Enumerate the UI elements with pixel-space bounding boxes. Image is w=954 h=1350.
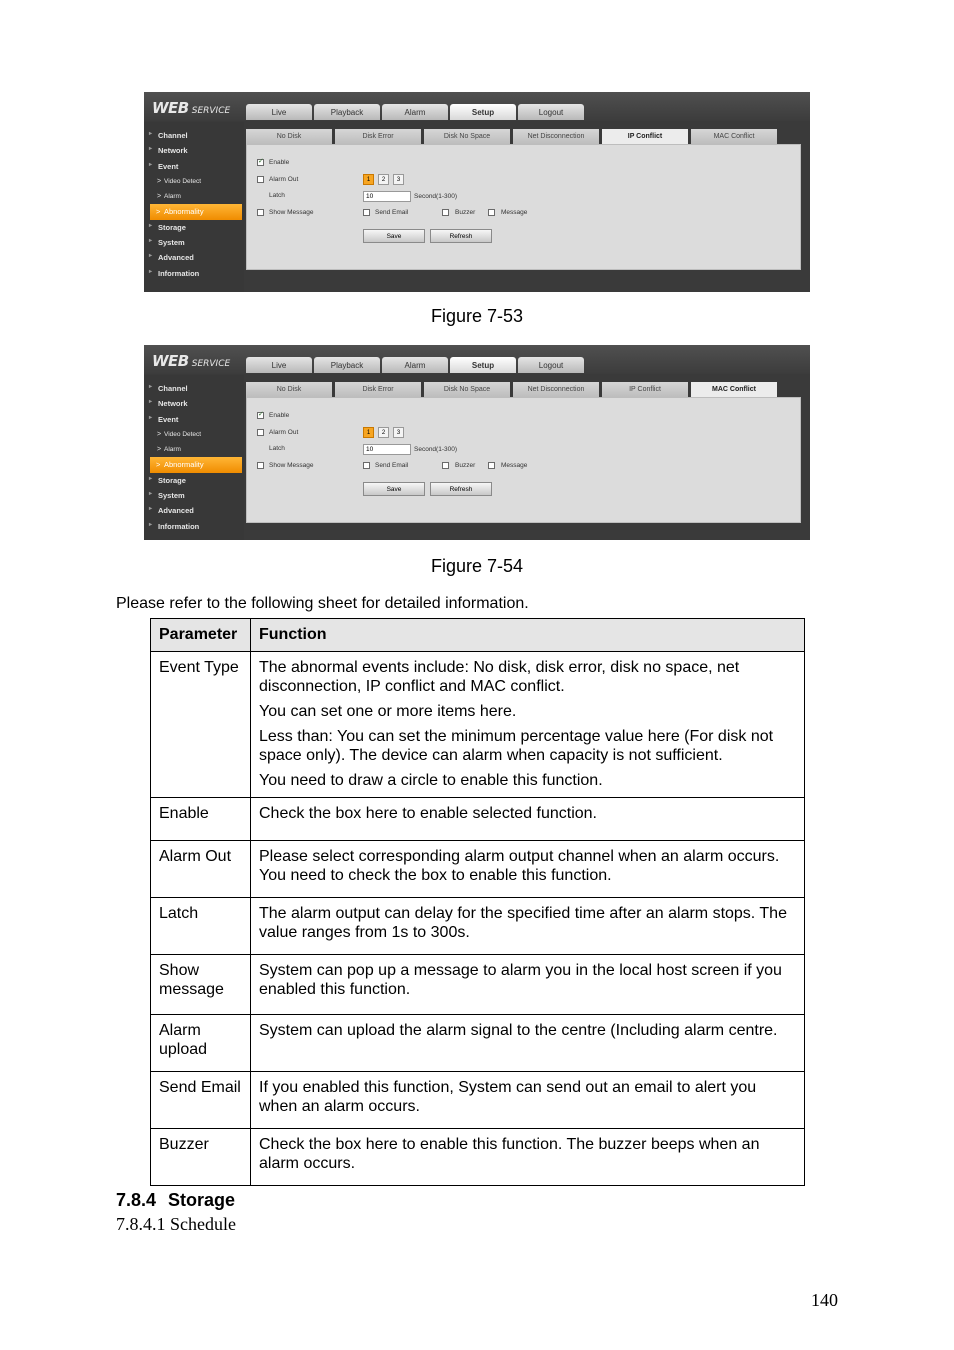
alarm-channel-1[interactable]: 1 — [363, 427, 374, 438]
sidebar-item-network[interactable]: ▸ Network — [144, 396, 244, 411]
sidebar-item-channel[interactable]: ▸ Channel — [144, 381, 244, 396]
page-number: 140 — [811, 1290, 838, 1310]
subtab-no-disk[interactable]: No Disk — [246, 129, 332, 144]
function-cell — [251, 652, 805, 798]
alarm-channel-1[interactable]: 1 — [363, 174, 374, 185]
sidebar-item-alarm[interactable]: > Alarm — [144, 442, 244, 457]
web-service-screenshot-ip-conflict — [144, 92, 810, 292]
sidebar-item-event[interactable]: ▸ Event — [144, 159, 244, 174]
enable-label: Enable — [269, 412, 290, 419]
function-paragraph: System can upload the alarm signal to the centre (Including alarm centre. — [259, 1022, 778, 1039]
tab-live[interactable]: Live — [246, 104, 312, 120]
subtab-ip-conflict[interactable]: IP Conflict — [602, 129, 688, 145]
table-row — [151, 955, 805, 1015]
refresh-button[interactable]: Refresh — [430, 229, 492, 243]
subtab-net-disconnection[interactable]: Net Disconnection — [513, 382, 599, 397]
table-row — [151, 652, 805, 798]
latch-label: Latch — [269, 192, 285, 199]
function-paragraph: You need to draw a circle to enable this function. — [259, 772, 603, 789]
logo-subtext: SERVICE — [191, 359, 231, 369]
parameter-cell: Show message — [151, 955, 251, 1015]
tab-setup[interactable]: Setup — [450, 357, 516, 373]
tab-playback[interactable]: Playback — [314, 357, 380, 373]
message-label: Message — [501, 462, 528, 469]
subtab-disk-error[interactable]: Disk Error — [335, 382, 421, 397]
logo-text: WEB — [152, 352, 189, 370]
sidebar-item-abnormality[interactable]: > Abnormality — [150, 204, 242, 219]
tab-setup[interactable]: Setup — [450, 104, 516, 120]
show-message-checkbox[interactable] — [257, 462, 264, 469]
sidebar-item-information[interactable]: ▸ Information — [144, 266, 244, 281]
subtab-disk-error[interactable]: Disk Error — [335, 129, 421, 144]
buzzer-checkbox[interactable] — [442, 462, 449, 469]
parameter-cell: Alarm Out — [151, 841, 251, 898]
alarm-channel-2[interactable]: 2 — [378, 174, 389, 185]
function-paragraph: Please select corresponding alarm output channel when an alarm occurs. You need to check the box to enable this function. — [259, 848, 780, 884]
buzzer-label: Buzzer — [455, 209, 476, 216]
sidebar-item-alarm[interactable]: > Alarm — [144, 189, 244, 204]
alarm-out-checkbox[interactable] — [257, 429, 264, 436]
show-message-label: Show Message — [269, 462, 314, 469]
message-label: Message — [501, 209, 528, 216]
figure-caption: Figure 7-54 — [430, 556, 524, 576]
alarm-channel-3[interactable]: 3 — [393, 174, 404, 185]
function-cell — [251, 955, 805, 1015]
parameter-table — [150, 618, 805, 1186]
table-row — [151, 1129, 805, 1186]
enable-label: Enable — [269, 159, 290, 166]
function-paragraph: Check the box here to enable this function. The buzzer beeps when an alarm occurs. — [259, 1136, 760, 1172]
sidebar-item-system[interactable]: ▸ System — [144, 488, 244, 503]
buzzer-label: Buzzer — [455, 462, 476, 469]
subtab-mac-conflict[interactable]: MAC Conflict — [691, 382, 777, 398]
tab-alarm[interactable]: Alarm — [382, 104, 448, 120]
save-button[interactable]: Save — [363, 229, 425, 243]
event-subtabs — [246, 129, 780, 145]
logo-text: WEB — [152, 99, 189, 117]
table-row — [151, 798, 805, 841]
show-message-checkbox[interactable] — [257, 209, 264, 216]
function-paragraph: System can pop up a message to alarm you in the local host screen if you enabled this function. — [259, 962, 782, 998]
latch-hint: Second(1-300) — [414, 446, 457, 453]
logo-subtext: SERVICE — [191, 106, 231, 116]
section-heading — [116, 1190, 235, 1211]
subtab-ip-conflict[interactable]: IP Conflict — [602, 382, 688, 397]
web-service-logo — [152, 351, 230, 370]
latch-hint: Second(1-300) — [414, 193, 457, 200]
tab-alarm[interactable]: Alarm — [382, 357, 448, 373]
function-paragraph: The abnormal events include: No disk, disk error, disk no space, net disconnection, IP conflict and MAC conflict. — [259, 659, 740, 695]
section-title: Storage — [168, 1190, 236, 1210]
sidebar-item-advanced[interactable]: ▸ Advanced — [144, 503, 244, 518]
header-function: Function — [251, 619, 805, 652]
intro-text: Please refer to the following sheet for detailed information. — [116, 595, 529, 612]
table-row — [151, 898, 805, 955]
send-email-label: Send Email — [375, 209, 409, 216]
tab-logout[interactable]: Logout — [518, 357, 584, 373]
sidebar-item-advanced[interactable]: ▸ Advanced — [144, 250, 244, 265]
tab-playback[interactable]: Playback — [314, 104, 380, 120]
subsection-heading: 7.8.4.1 Schedule — [116, 1214, 236, 1234]
sidebar-item-network[interactable]: ▸ Network — [144, 143, 244, 158]
figure-caption: Figure 7-53 — [430, 306, 524, 326]
sidebar-item-abnormality[interactable]: > Abnormality — [150, 457, 242, 472]
alarm-channel-3[interactable]: 3 — [393, 427, 404, 438]
parameter-cell: Event Type — [151, 652, 251, 798]
subtab-disk-no-space[interactable]: Disk No Space — [424, 129, 510, 144]
web-service-logo — [152, 98, 230, 117]
settings-panel — [246, 144, 801, 270]
alarm-out-label: Alarm Out — [269, 429, 299, 436]
send-email-checkbox[interactable] — [363, 462, 370, 469]
subtab-mac-conflict[interactable]: MAC Conflict — [691, 129, 777, 144]
function-cell — [251, 898, 805, 955]
sidebar-item-storage[interactable]: ▸ Storage — [144, 220, 244, 235]
latch-input[interactable]: 10 — [363, 444, 411, 455]
header-parameter: Parameter — [151, 619, 251, 652]
main-tabs — [246, 357, 586, 373]
function-cell — [251, 1015, 805, 1072]
parameter-cell: Buzzer — [151, 1129, 251, 1186]
subtab-net-disconnection[interactable]: Net Disconnection — [513, 129, 599, 144]
subtab-disk-no-space[interactable]: Disk No Space — [424, 382, 510, 397]
buzzer-checkbox[interactable] — [442, 209, 449, 216]
table-row — [151, 1015, 805, 1072]
web-service-screenshot-mac-conflict — [144, 345, 810, 540]
sidebar-item-video-detect[interactable]: > Video Detect — [144, 427, 244, 442]
main-tabs — [246, 104, 586, 120]
function-paragraph: If you enabled this function, System can send out an email to alert you when an alarm occurs. — [259, 1079, 757, 1115]
refresh-button[interactable]: Refresh — [430, 482, 492, 496]
sidebar-item-event[interactable]: ▸ Event — [144, 412, 244, 427]
alarm-out-label: Alarm Out — [269, 176, 299, 183]
message-checkbox[interactable] — [488, 209, 495, 216]
message-checkbox[interactable] — [488, 462, 495, 469]
tab-live[interactable]: Live — [246, 357, 312, 373]
function-cell — [251, 841, 805, 898]
sidebar-item-video-detect[interactable]: > Video Detect — [144, 174, 244, 189]
sidebar-item-information[interactable]: ▸ Information — [144, 519, 244, 534]
parameter-cell: Enable — [151, 798, 251, 841]
tab-logout[interactable]: Logout — [518, 104, 584, 120]
section-number: 7.8.4 — [116, 1190, 157, 1210]
send-email-label: Send Email — [375, 462, 409, 469]
function-paragraph: You can set one or more items here. — [259, 703, 517, 720]
function-paragraph: Less than: You can set the minimum percentage value here (For disk not space only). The device can alarm when capacity is not sufficient. — [259, 728, 774, 764]
table-row — [151, 841, 805, 898]
event-subtabs — [246, 382, 780, 398]
table-row — [151, 1072, 805, 1129]
sidebar — [144, 375, 244, 540]
alarm-out-checkbox[interactable] — [257, 176, 264, 183]
settings-panel — [246, 397, 801, 523]
latch-input[interactable]: 10 — [363, 191, 411, 202]
show-message-label: Show Message — [269, 209, 314, 216]
sidebar — [144, 122, 244, 292]
function-cell — [251, 798, 805, 841]
sidebar-item-channel[interactable]: ▸ Channel — [144, 128, 244, 143]
alarm-channel-2[interactable]: 2 — [378, 427, 389, 438]
function-cell — [251, 1129, 805, 1186]
function-paragraph: The alarm output can delay for the specified time after an alarm stops. The value ranges from 1s to 300s. — [259, 905, 787, 941]
function-paragraph: Check the box here to enable selected function. — [259, 805, 597, 822]
sidebar-item-storage[interactable]: ▸ Storage — [144, 473, 244, 488]
subtab-no-disk[interactable]: No Disk — [246, 382, 332, 397]
enable-checkbox[interactable] — [257, 412, 264, 419]
sidebar-item-system[interactable]: ▸ System — [144, 235, 244, 250]
parameter-cell: Send Email — [151, 1072, 251, 1129]
function-cell — [251, 1072, 805, 1129]
latch-label: Latch — [269, 445, 285, 452]
send-email-checkbox[interactable] — [363, 209, 370, 216]
table-header-row — [151, 619, 805, 652]
parameter-cell: Latch — [151, 898, 251, 955]
enable-checkbox[interactable] — [257, 159, 264, 166]
save-button[interactable]: Save — [363, 482, 425, 496]
parameter-cell: Alarm upload — [151, 1015, 251, 1072]
